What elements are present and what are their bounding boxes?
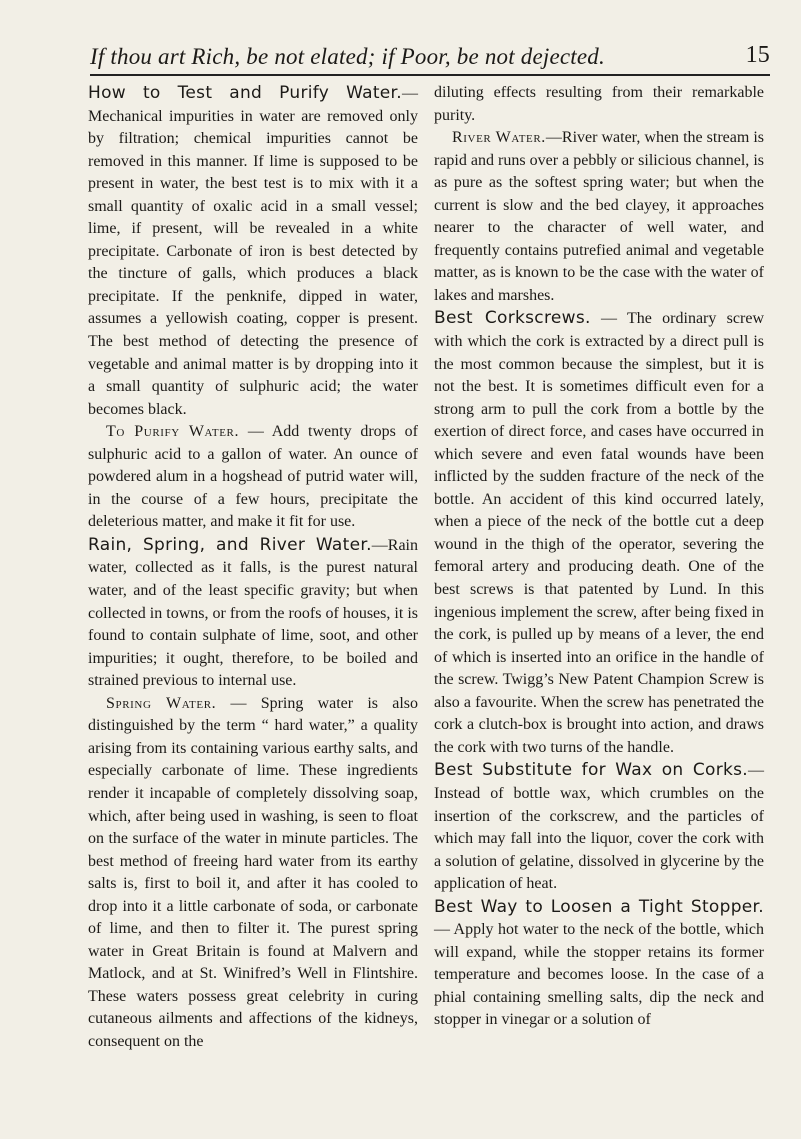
- article-heading: Best Corkscrews.: [434, 308, 591, 329]
- article-body: —Instead of bottle wax, which crumbles on the insertion of the corkscrew, and the particles of which may fall into the liquor, cover the cork with a solution of gelatine, dissolved in glycerine by the application of heat.: [434, 762, 764, 893]
- paragraph-lead: River Water.: [452, 129, 546, 147]
- article-body: —Mechanical impurities in water are removed only by filtration; chemical impurities cannot be removed in this manner. If lime is supposed to be present in water, the best test is to mix with it a small quantity of oxalic acid in a small vessel; lime, if present, will be revealed in a white precipitate. Carbonate of iron is best detected by the tincture of galls, which produces a black precipitate. If the penknife, dipped in water, assumes a yellowish coating, copper is present. The best method of detecting the presence of vegetable and animal matter is by dropping into it a small quantity of sulphuric acid; the water becomes black.: [88, 85, 418, 418]
- paragraph-lead: To Purify Water.: [106, 423, 240, 441]
- article-rain-spring-river-water: [88, 534, 418, 693]
- article-to-purify-water: [88, 421, 418, 534]
- article-body: — Spring water is also distinguished by the term “ hard water,” a quality arising from its containing various earthy salts, and especially carbonate of lime. These ingredients render it incapable of completely dissolving soap, which, after being used in washing, is seen to float on the surface of the water in minute particles. The best method of freeing hard water from its earthy salts is, first to boil it, and after it has cooled to drop into it a little carbonate of soda, or carbonate of lime, and then to filter it. The purest spring water in Great Britain is found at Malvern and Matlock, and at St. Winifred’s Well in Flintshire. These waters possess great celebrity in curing cutaneous ailments and affections of the kidneys, consequent on the: [88, 694, 418, 1050]
- header-rule: [90, 74, 770, 76]
- article-body: —River water, when the stream is rapid and runs over a pebbly or silicious channel, is as pure as the softest spring water; but when the current is slow and the bed clayey, it approaches nearer to the character of well water, and frequently contains putrefied animal and vegetable matter, as is known to be the case with the water of lakes and marshes.: [434, 129, 764, 304]
- article-body: diluting effects resulting from their remarkable purity.: [434, 84, 764, 124]
- running-head: [90, 40, 770, 74]
- article-heading: Rain, Spring, and River Water.: [88, 534, 372, 555]
- left-column: [88, 82, 418, 1054]
- article-heading: Best Substitute for Wax on Corks.: [434, 760, 748, 781]
- article-body: — Add twenty drops of sulphuric acid to a gallon of water. An ounce of powdered alum in a hogshead of putrid water will, in the course of a few hours, precipitate the deleterious matter, and make it fit for use.: [88, 423, 418, 531]
- article-heading: Best Way to Loosen a Tight Stopper.: [434, 896, 764, 917]
- running-head-motto: If thou art Rich, be not elated; if Poor, be not dejected.: [90, 44, 605, 69]
- right-column: [434, 82, 764, 1032]
- article-best-corkscrews: [434, 307, 764, 759]
- page-number: 15: [745, 42, 770, 68]
- article-loosen-stopper: [434, 896, 764, 1032]
- article-river-water: [434, 127, 764, 307]
- article-test-purify-water: [88, 82, 418, 421]
- article-body: —Rain water, collected as it falls, is the purest natural water, and of the least specific gravity; but when collected in towns, or from the roofs of houses, it is found to contain sulphate of lime, soot, and other impurities; it ought, therefore, to be boiled and strained previous to internal use.: [88, 536, 418, 690]
- article-heading: How to Test and Purify Water.: [88, 83, 402, 103]
- article-spring-water: [88, 693, 418, 1054]
- article-wax-substitute: [434, 759, 764, 895]
- article-body: — Apply hot water to the neck of the bottle, which will expand, while the stopper retains its former temperature and becomes loose. In the case of a phial containing smelling salts, dip the neck and stopper in vinegar or a solution of: [434, 921, 764, 1029]
- paragraph-lead: Spring Water.: [106, 694, 217, 712]
- article-continuation: [434, 82, 764, 127]
- article-body: — The ordinary screw with which the cork is extracted by a direct pull is the most common because the simplest, but it is not the best. It is sometimes difficult even for a strong arm to pull the cork from a bottle by the exertion of direct force, and cases have occurred in which severe and even fatal wounds have been inflicted by the sudden fracture of the neck of the bottle. An accident of this kind occurred lately, when a piece of the neck of the bottle cut a deep wound in the thigh of the operator, severing the femoral artery and producing death. One of the best screws is that patented by Lund. In this ingenious implement the screw, after being fixed in the cork, is pulled up by means of a lever, the end of which is inserted into an orifice in the handle of the screw. Twigg’s New Patent Champion Screw is also a favourite. When the screw has penetrated the cork a clutch-box is brought into action, and draws the cork with two turns of the handle.: [434, 310, 764, 756]
